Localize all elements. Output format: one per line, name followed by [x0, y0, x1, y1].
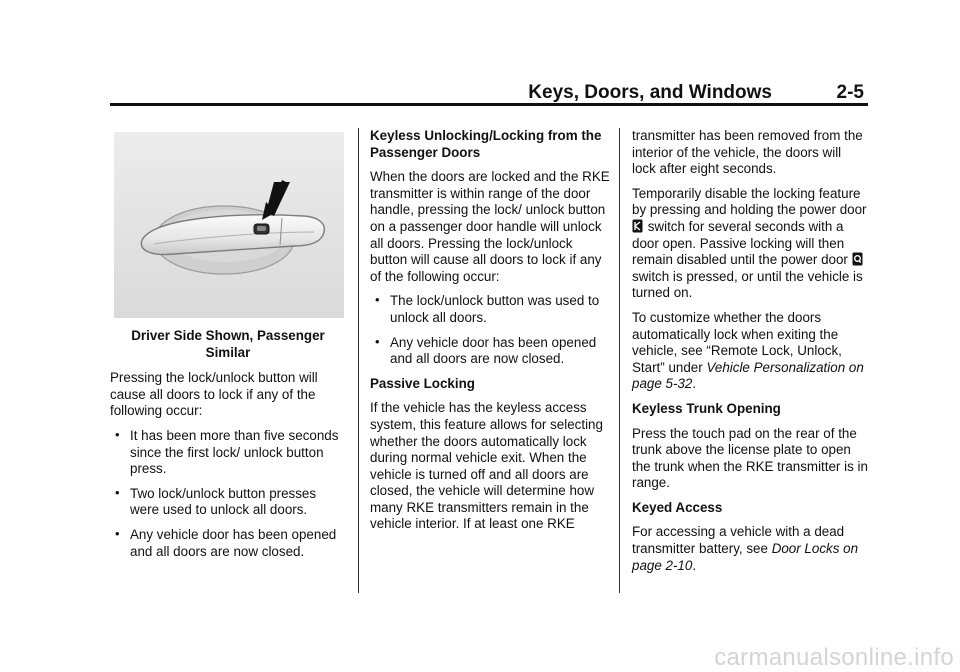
watermark: carmanualsonline.info [714, 644, 954, 671]
list-item-text: The lock/unlock button was used to unlock all doors. [390, 293, 600, 325]
list-item-text: Two lock/unlock button presses were used to unlock all doors. [130, 485, 317, 518]
list-item-text: Any vehicle door has been opened and all doors are now closed. [390, 334, 597, 367]
bullet-icon: • [115, 426, 120, 442]
paragraph-text: For accessing a vehicle with a dead transmitter battery, see [632, 524, 845, 557]
column-divider [619, 128, 620, 593]
cross-reference[interactable]: Door Locks on page 2-10 [632, 541, 859, 573]
header-divider [110, 103, 868, 106]
bullet-icon: • [115, 484, 120, 500]
door-unlock-icon [632, 219, 643, 233]
column-2 [370, 128, 610, 541]
list-item [110, 527, 346, 560]
page-number: 2-5 [836, 82, 864, 103]
paragraph: Press the touch pad on the rear of the trunk above the license plate to open the trunk when the RKE transmitter is in range. [632, 425, 868, 491]
figure-caption: Driver Side Shown, Passenger Similar [131, 328, 325, 360]
door-handle-illustration [114, 132, 344, 318]
paragraph: transmitter has been removed from the interior of the vehicle, the doors will lock after eight seconds. [632, 128, 863, 177]
list-item [110, 428, 346, 478]
paragraph-text: Temporarily disable the locking feature by pressing and holding the power door [632, 185, 867, 218]
section-heading: Keyless Unlocking/Locking from the Passenger Doors [370, 128, 602, 160]
cross-reference[interactable]: Vehicle Personalization on page 5-32 [632, 359, 864, 392]
bullet-icon: • [115, 525, 120, 541]
section-heading: Keyed Access [632, 499, 723, 515]
list-item-text: It has been more than five seconds since the first lock/ unlock button press. [130, 427, 339, 477]
paragraph-text: switch for several seconds with a door open. Passive locking will then remain disabled until the power door [632, 218, 848, 268]
paragraph-text: . [692, 376, 697, 392]
list-item [370, 335, 610, 368]
column-3 [632, 128, 868, 582]
paragraph-text: switch is pressed, or until the vehicle is turned on. [632, 268, 863, 301]
paragraph [632, 310, 868, 393]
column-divider [358, 128, 359, 593]
paragraph: When the doors are locked and the RKE transmitter is within range of the door handle, pressing the lock/ unlock button on a passenger door handle will unlock all doors. Pressing the lock/unlock button will cause all doors to lock if any of the following occur: [370, 169, 610, 284]
paragraph: If the vehicle has the keyless access system, this feature allows for selecting whether the doors automatically lock during normal vehicle exit. When the vehicle is turned off and all doors are closed, the vehicle will determine how many RKE transmitters remain in the vehicle interior. If at least one RKE [370, 400, 603, 532]
paragraph [632, 524, 868, 574]
section-title: Keys, Doors, and Windows [528, 82, 772, 103]
list-item [370, 293, 610, 326]
list-item-text: Any vehicle door has been opened and all doors are now closed. [130, 526, 337, 559]
section-heading: Keyless Trunk Opening [632, 400, 781, 416]
door-lock-icon [852, 252, 863, 266]
bullet-icon: • [375, 292, 380, 308]
door-handle-drawing [114, 132, 344, 318]
paragraph [632, 186, 868, 302]
column-1 [110, 128, 346, 568]
paragraph: Pressing the lock/unlock button will cause all doors to lock if any of the following occur: [110, 370, 318, 419]
section-heading: Passive Locking [370, 375, 475, 391]
paragraph-text: To customize whether the doors automatically lock when exiting the vehicle, see “Remote Lock, Unlock, Start” under [632, 309, 842, 375]
bullet-icon: • [375, 333, 380, 349]
list-item [110, 486, 346, 519]
paragraph-text: . [692, 557, 697, 573]
